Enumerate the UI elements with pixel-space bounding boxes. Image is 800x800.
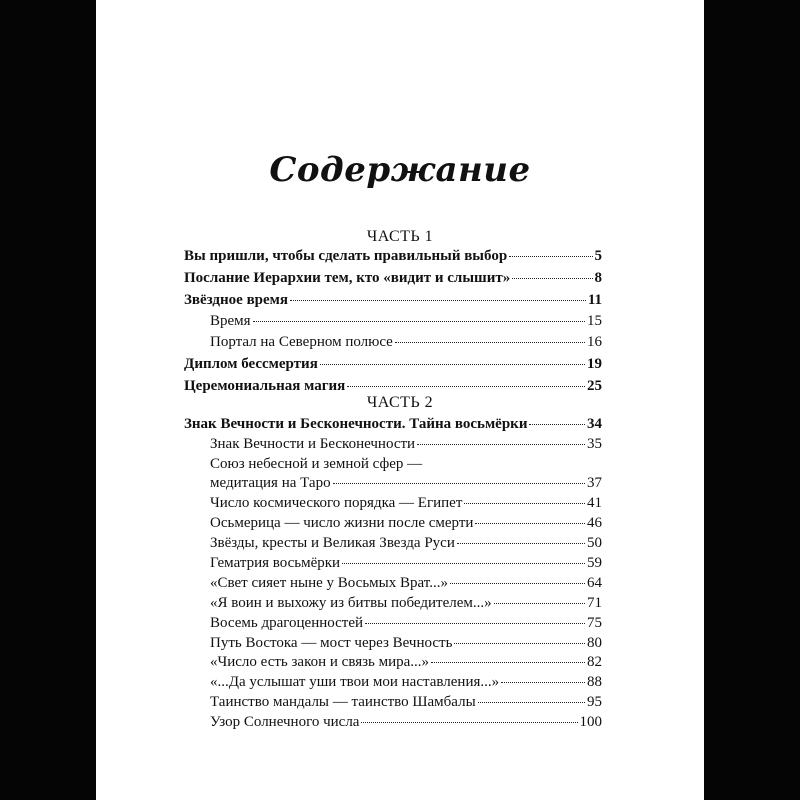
toc-entry-page: 75 — [587, 615, 602, 631]
leader-dots — [333, 482, 585, 484]
leader-dots — [475, 522, 585, 524]
toc-entry-title: Осьмерица — число жизни после смерти — [210, 515, 474, 531]
toc-entry-title: Диплом бессмертия — [184, 356, 318, 372]
toc-subentry[interactable] — [210, 311, 602, 331]
toc-subentry[interactable] — [210, 513, 602, 533]
toc-entry-title: Число космического порядка — Египет — [210, 495, 463, 511]
toc-entry-title: Звёзды, кресты и Великая Звезда Руси — [210, 535, 455, 551]
leader-dots — [464, 502, 585, 504]
toc-entry-page: 100 — [579, 714, 602, 730]
toc-entry-page: 64 — [587, 575, 602, 591]
toc-entry-page: 59 — [587, 555, 602, 571]
toc-entry-title: «Свет сияет ныне у Восьмых Врат...» — [210, 575, 448, 591]
toc-subentry[interactable] — [210, 533, 602, 553]
leader-dots — [478, 701, 585, 703]
toc-entry-page: 37 — [587, 475, 602, 491]
part-2-heading: ЧАСТЬ 2 — [366, 394, 434, 411]
toc-entry-title: Время — [210, 313, 251, 329]
toc-entry-title: Звёздное время — [184, 292, 289, 308]
toc-entry-page: 16 — [587, 334, 602, 350]
leader-dots — [417, 443, 585, 445]
toc-entry-title: «...Да услышат уши твои мои наставления...» — [210, 674, 500, 690]
toc-entry-title: Путь Востока — мост через Вечность — [210, 635, 453, 651]
toc-entry-page: 71 — [587, 595, 602, 611]
toc-entry-page: 35 — [587, 436, 602, 452]
toc-subentry[interactable] — [210, 553, 602, 573]
toc-entry-title: Гематрия восьмёрки — [210, 555, 341, 571]
leader-dots — [494, 602, 585, 604]
toc-entry[interactable] — [184, 354, 602, 374]
book-page — [96, 0, 704, 800]
leader-dots — [320, 363, 585, 365]
page-title: Содержание — [269, 150, 531, 190]
toc-entry-page: 41 — [587, 495, 602, 511]
toc-entry-page: 25 — [587, 378, 602, 394]
toc-entry-title: Узор Солнечного числа — [210, 714, 360, 730]
toc-subentry[interactable] — [210, 493, 602, 513]
leader-dots — [512, 277, 592, 279]
leader-dots — [457, 542, 585, 544]
leader-dots — [501, 681, 585, 683]
leader-dots — [347, 385, 585, 387]
leader-dots — [342, 562, 585, 564]
toc-entry-title: Знак Вечности и Бесконечности. Тайна восьмёрки — [184, 416, 528, 432]
leader-dots — [253, 320, 585, 322]
toc-entry-title: Таинство мандалы — таинство Шамбалы — [210, 694, 476, 710]
leader-dots — [431, 661, 585, 663]
toc-subentry[interactable] — [210, 672, 602, 692]
toc-subentry[interactable] — [210, 652, 602, 672]
toc-entry-title: Портал на Северном полюсе — [210, 334, 393, 350]
toc-subentry[interactable] — [210, 434, 602, 454]
toc-entry-title: «Я воин и выхожу из битвы победителем...» — [210, 595, 492, 611]
toc-entry-title: «Число есть закон и связь мира...» — [210, 654, 430, 670]
leader-dots — [450, 582, 585, 584]
toc-entry-page: 46 — [587, 515, 602, 531]
page-border-left — [0, 0, 96, 800]
leader-dots — [365, 622, 585, 624]
toc-entry-title: Восемь драгоценностей — [210, 615, 364, 631]
toc-entry-page: 34 — [587, 416, 602, 432]
toc-entry-page: 5 — [594, 248, 602, 264]
toc-entry-page: 11 — [587, 292, 602, 308]
leader-dots — [529, 423, 585, 425]
toc-entry[interactable] — [184, 376, 602, 396]
toc-entry-page: 82 — [587, 654, 602, 670]
leader-dots — [454, 642, 585, 644]
leader-dots — [361, 721, 577, 723]
toc-entry-title: Вы пришли, чтобы сделать правильный выбор — [184, 248, 508, 264]
toc-entry-title: Союз небесной и земной сфер — — [210, 456, 423, 472]
page-border-right — [704, 0, 800, 800]
toc-entry-page: 80 — [587, 635, 602, 651]
leader-dots — [395, 341, 585, 343]
toc-subentry[interactable] — [210, 473, 602, 493]
toc-subentry[interactable] — [210, 692, 602, 712]
toc-subentry[interactable] — [210, 573, 602, 593]
toc-subentry[interactable] — [210, 613, 602, 633]
toc-entry-page: 19 — [587, 356, 602, 372]
toc-entry[interactable] — [184, 290, 602, 310]
toc-entry-page: 15 — [587, 313, 602, 329]
leader-dots — [509, 255, 592, 257]
part-1-heading: ЧАСТЬ 1 — [366, 228, 434, 245]
toc-entry-title: Знак Вечности и Бесконечности — [210, 436, 416, 452]
toc-entry-page: 50 — [587, 535, 602, 551]
toc-subentry[interactable] — [210, 593, 602, 613]
toc-entry-title: медитация на Таро — [210, 475, 331, 491]
toc-subentry[interactable] — [210, 712, 602, 732]
toc-entry-page: 88 — [587, 674, 602, 690]
toc-entry-page: 8 — [594, 270, 602, 286]
toc-entry[interactable] — [184, 414, 602, 434]
toc-entry-title: Церемониальная магия — [184, 378, 346, 394]
toc-entry-title: Послание Иерархии тем, кто «видит и слышит» — [184, 270, 511, 286]
leader-dots — [290, 299, 586, 301]
toc-entry[interactable] — [184, 246, 602, 266]
toc-entry[interactable] — [184, 268, 602, 288]
toc-subentry-line[interactable] — [210, 454, 602, 474]
toc-subentry[interactable] — [210, 332, 602, 352]
toc-entry-page: 95 — [587, 694, 602, 710]
toc-subentry[interactable] — [210, 633, 602, 653]
